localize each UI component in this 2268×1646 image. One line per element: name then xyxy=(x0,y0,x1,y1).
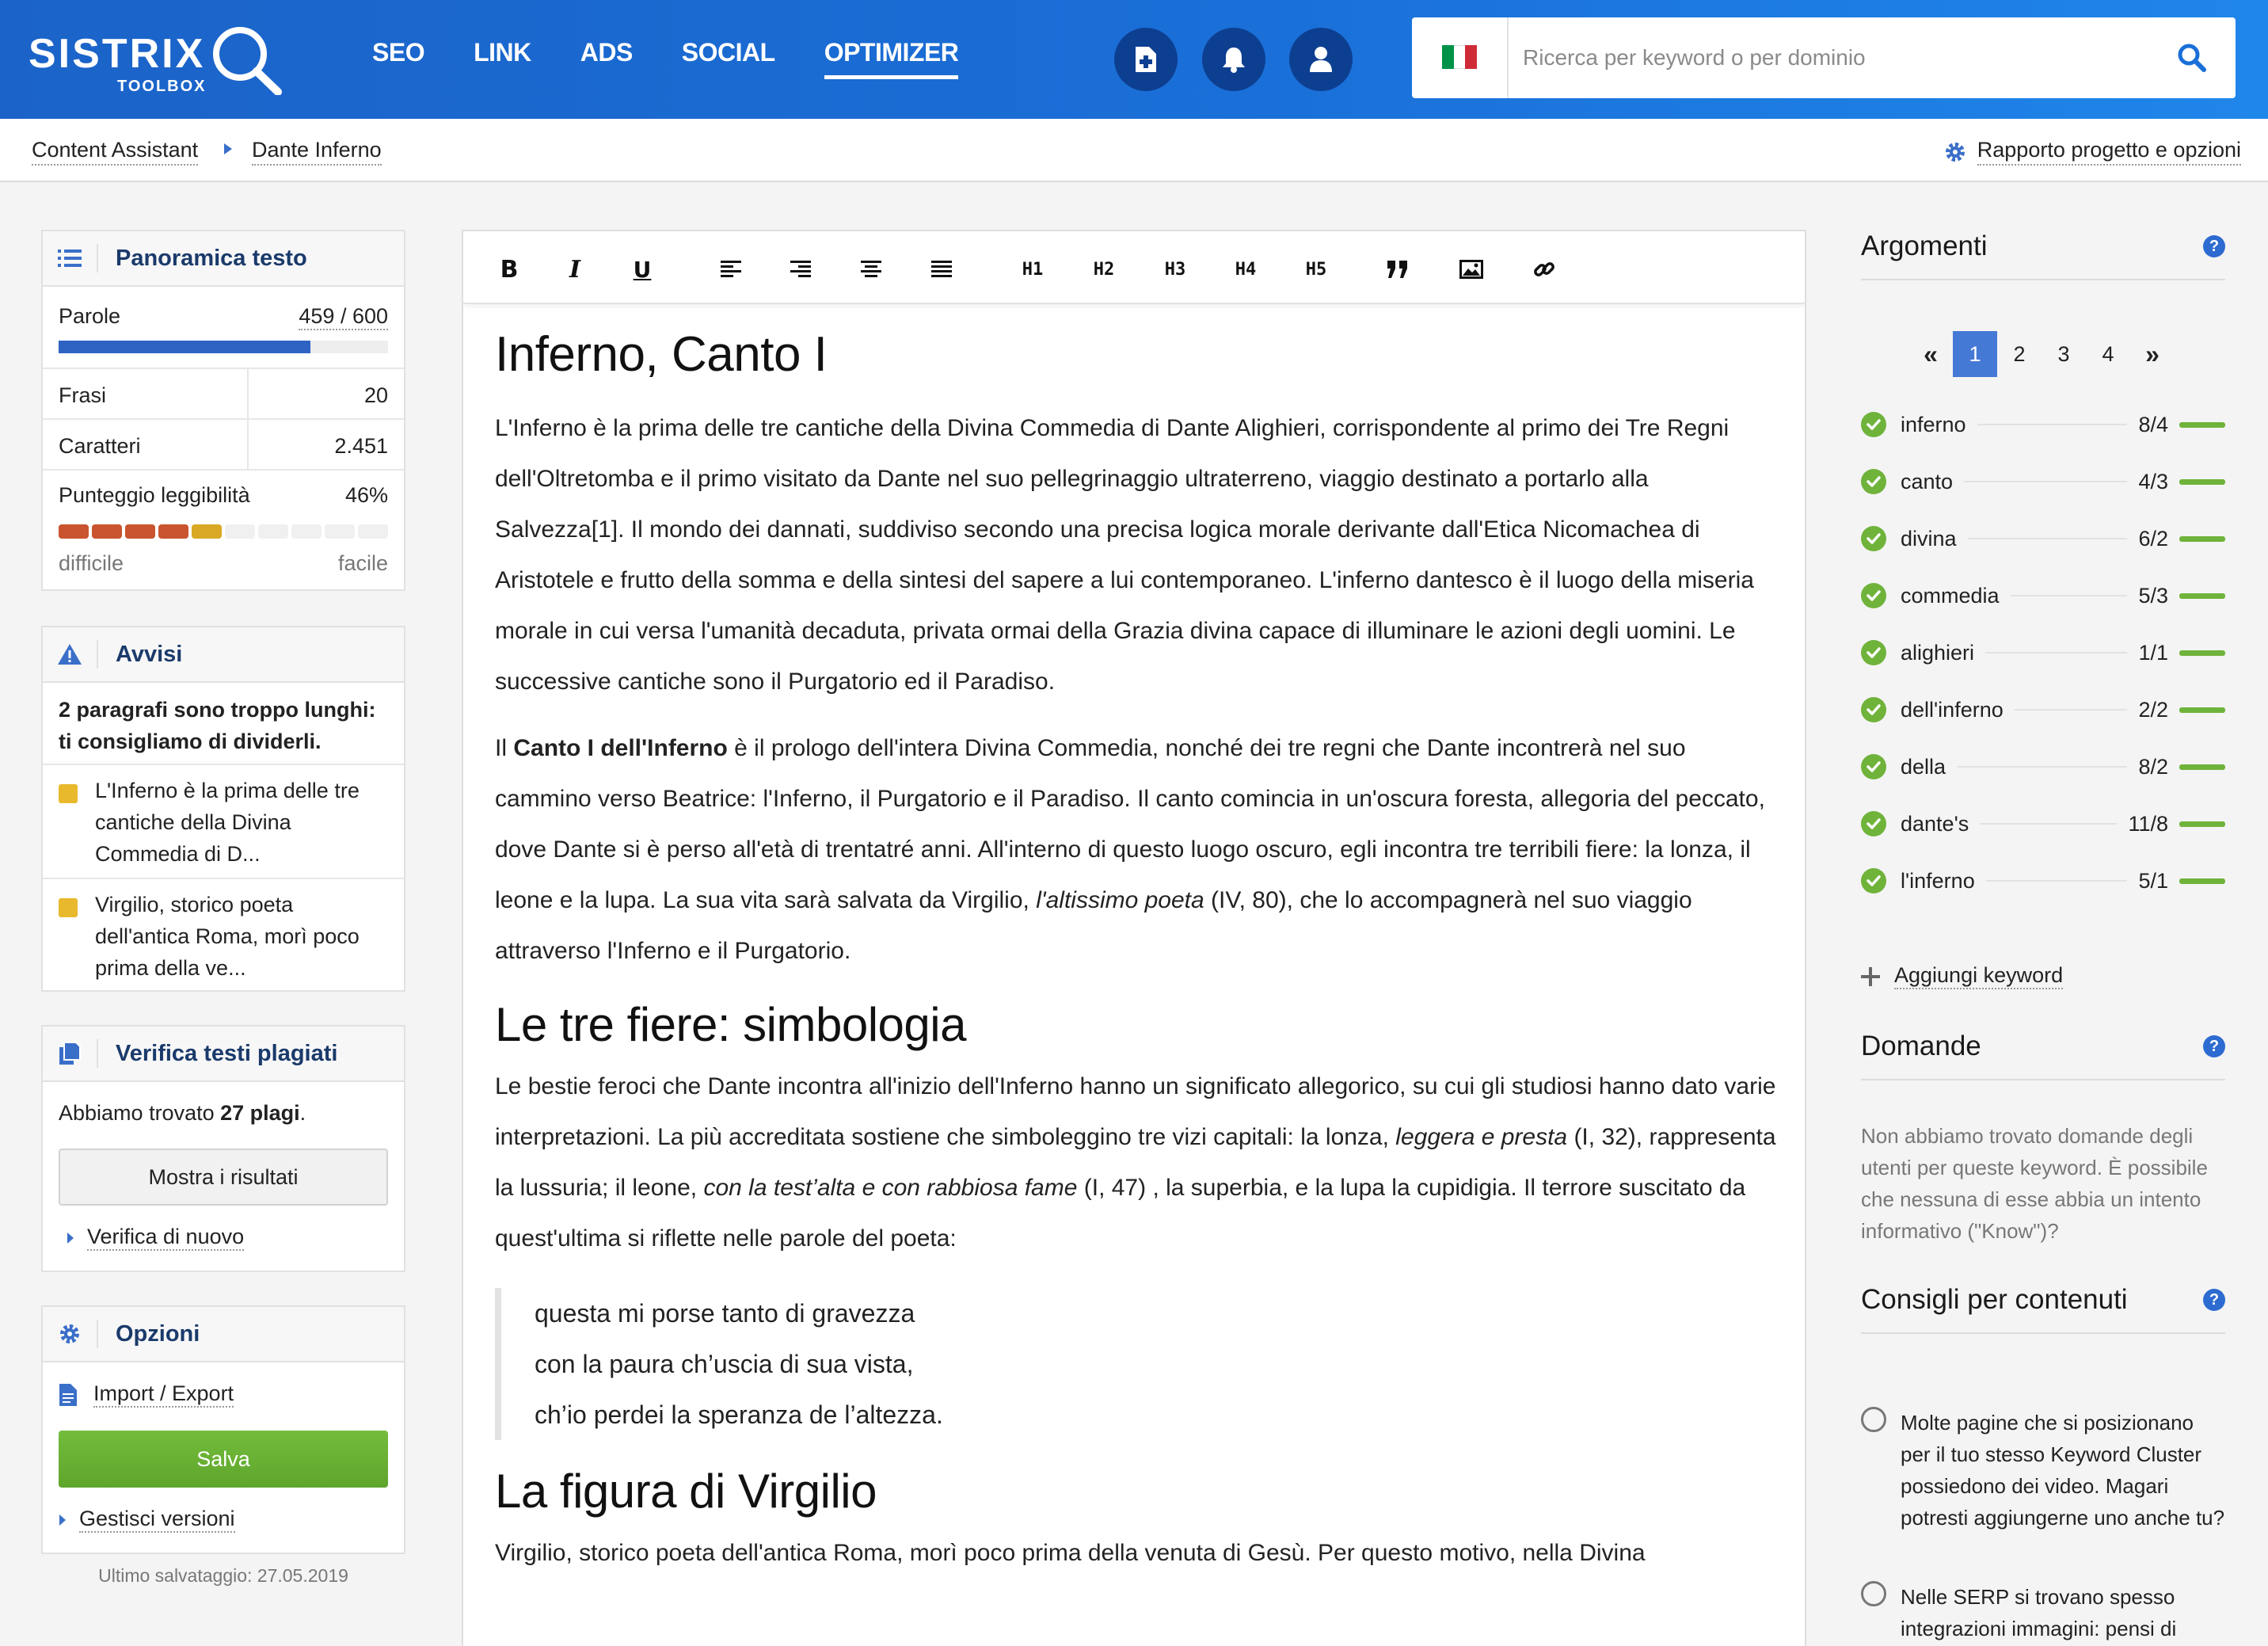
quote-icon xyxy=(1386,259,1410,280)
plagiarism-found-suffix: . xyxy=(299,1101,306,1125)
align-right-button[interactable] xyxy=(786,255,815,284)
questions-header xyxy=(1861,1014,2225,1080)
warning-item[interactable] xyxy=(43,765,404,879)
project-options-link[interactable] xyxy=(1944,138,2241,166)
warning-item[interactable] xyxy=(43,879,404,987)
tip-radio[interactable] xyxy=(1861,1407,1886,1432)
text-overview-card xyxy=(41,230,405,591)
heading-3-button[interactable]: H3 xyxy=(1164,259,1186,280)
section-heading: La figura di Virgilio xyxy=(495,1465,877,1518)
new-document-button[interactable] xyxy=(1114,28,1178,91)
paragraph xyxy=(495,723,1778,977)
bell-icon xyxy=(1222,46,1246,73)
heading-5-button[interactable]: H5 xyxy=(1305,259,1327,280)
italic-text: l'altissimo poeta xyxy=(1036,887,1204,913)
manage-versions-label: Gestisci versioni xyxy=(79,1507,235,1533)
check-circle-icon xyxy=(1861,811,1886,836)
plagiarism-card xyxy=(41,1025,405,1272)
readability-value: 46% xyxy=(344,483,388,507)
check-again-link[interactable] xyxy=(67,1225,244,1251)
keyword-leader-line xyxy=(1964,481,2127,482)
logo-subtitle: TOOLBOX xyxy=(117,78,207,95)
keyword-coverage-bar xyxy=(2179,479,2225,485)
nav-optimizer[interactable]: OPTIMIZER xyxy=(824,38,959,79)
country-flag-italy[interactable] xyxy=(1442,45,1477,69)
italic-text: con la test’alta e con rabbiosa fame xyxy=(703,1175,1078,1201)
add-keyword-label: Aggiungi keyword xyxy=(1894,963,2063,989)
nav-seo[interactable]: SEO xyxy=(372,38,425,67)
keyword-count: 5/1 xyxy=(2138,868,2168,893)
sistrix-logo[interactable] xyxy=(29,24,274,95)
insert-image-button[interactable] xyxy=(1456,255,1487,284)
section-heading: Le tre fiere: simbologia xyxy=(495,998,966,1051)
keyword-name: alighieri xyxy=(1901,640,1975,665)
align-left-icon xyxy=(721,260,741,279)
keyword-row[interactable] xyxy=(1861,694,2225,726)
readability-segment xyxy=(59,524,89,539)
list-icon xyxy=(43,244,98,272)
keyword-name: commedia xyxy=(1901,583,2000,608)
tip-text: Nelle SERP si trovano spesso integrazioni immagini: pensi di xyxy=(1901,1585,2177,1640)
topics-title: Argomenti xyxy=(1861,231,1988,261)
import-export-label: Import / Export xyxy=(93,1381,234,1408)
text-editor xyxy=(462,230,1806,1646)
plagiarism-header xyxy=(43,1027,404,1082)
keyword-row[interactable] xyxy=(1861,751,2225,783)
easy-label: facile xyxy=(337,551,388,575)
last-page-button[interactable] xyxy=(2130,331,2175,377)
warning-item-text: L'Inferno è la prima delle tre cantiche della Divina Commedia di D... xyxy=(95,779,360,866)
check-circle-icon xyxy=(1861,697,1886,722)
words-progress-track xyxy=(59,341,388,353)
align-center-button[interactable] xyxy=(857,255,885,284)
text-run: Il xyxy=(495,735,514,761)
right-sidebar xyxy=(1861,214,2225,1640)
text-run: (I, 47) , la superbia, e la lupa la cupidigia. Il terrore suscitato da quest'ultima si riflette nelle parole del poeta: xyxy=(495,1175,1746,1252)
keyword-coverage-bar xyxy=(2179,593,2225,599)
sentences-label: Frasi xyxy=(59,383,106,407)
sentences-row xyxy=(43,369,404,420)
questions-empty-text: Non abbiamo trovato domande degli utenti per queste keyword. È possibile che nessuna di esse abbia un intento informativo ("Know")? xyxy=(1861,1124,2208,1243)
keyword-name: inferno xyxy=(1901,412,1966,436)
page-4-button[interactable]: 4 xyxy=(2102,341,2114,366)
characters-row xyxy=(43,420,404,471)
warning-marker xyxy=(59,784,78,803)
plagiarism-result xyxy=(59,1101,306,1126)
check-circle-icon xyxy=(1861,754,1886,779)
keyword-row[interactable] xyxy=(1861,580,2225,612)
justify-icon xyxy=(931,260,952,279)
readability-segment xyxy=(192,524,222,539)
keyword-name: dante's xyxy=(1901,811,1969,836)
article-title: Inferno, Canto I xyxy=(495,327,828,382)
keyword-count: 8/4 xyxy=(2138,412,2168,436)
keyword-leader-line xyxy=(1968,538,2128,539)
text-run: Le bestie feroci che Dante incontra all'inizio dell'Inferno hanno un significato allegorico, su cui gli studiosi hanno dato varie interpretazioni. La più accreditata sostiene che simboleggino tre vizi capitali: la lonza, xyxy=(495,1073,1776,1150)
cell-divider xyxy=(247,420,249,469)
page-2-button[interactable]: 2 xyxy=(2013,341,2026,366)
text-overview-header xyxy=(43,231,404,287)
help-icon[interactable]: ? xyxy=(2203,1035,2225,1057)
bold-icon: B xyxy=(500,255,519,284)
readability-segment xyxy=(291,524,322,539)
questions-title: Domande xyxy=(1861,1031,1981,1061)
search-box xyxy=(1412,17,2236,98)
warning-icon xyxy=(43,640,98,669)
options-card xyxy=(41,1305,405,1554)
options-title: Opzioni xyxy=(116,1320,200,1347)
keyword-row[interactable] xyxy=(1861,808,2225,840)
keyword-leader-line xyxy=(1977,424,2128,425)
magnifier-logo-icon xyxy=(207,24,294,95)
double-chevron-right-icon: » xyxy=(2145,339,2160,368)
text-run: è il prologo dell'intera Divina Commedia, nonché dei tre regni che Dante incontrerà nel suo cammino verso Beatrice: l'Inferno, il Purgatorio e il Paradiso. Il canto comincia in un'oscura foresta, allegoria del peccato, dove Dante si è perso all'età di trentatré anni. All'interno di questo luogo oscuro, egli incontra tre terribili fiere: la lonza, il leone e la lupa. La sua vita sarà salvata da Virgilio, xyxy=(495,735,1765,913)
plagiarism-title: Verifica testi plagiati xyxy=(116,1040,338,1066)
breadcrumb xyxy=(0,119,2268,182)
align-right-icon xyxy=(790,260,811,279)
keyword-count: 8/2 xyxy=(2138,754,2168,779)
first-page-button[interactable] xyxy=(1908,331,1953,377)
keyword-count: 11/8 xyxy=(2128,811,2168,836)
keyword-name: l'inferno xyxy=(1901,868,1975,893)
check-again-label: Verifica di nuovo xyxy=(87,1225,244,1251)
keyword-leader-line xyxy=(1985,652,2127,653)
tip-item[interactable] xyxy=(1861,1581,2225,1644)
tips-header xyxy=(1861,1267,2225,1334)
editor-content[interactable] xyxy=(495,326,1778,1595)
keyword-name: divina xyxy=(1901,526,1957,551)
options-header xyxy=(43,1307,404,1362)
logo-text: SISTRIX xyxy=(29,31,206,77)
search-divider xyxy=(1507,17,1509,98)
warnings-header xyxy=(43,627,404,683)
readability-segment xyxy=(325,524,355,539)
paragraph: L'Inferno è la prima delle tre cantiche della Divina Commedia di Dante Alighieri, corrispondente al primo dei Tre Regni dell'Oltretomba e il primo visitato da Dante nel suo pellegrinaggio ultraterreno, viaggio destinato a portarlo alla Salvezza[1]. Il mondo dei dannati, suddiviso secondo una precisa logica morale derivante dall'Etica Nicomachea di Aristotele e frutto della somma e della sintesi del sapere a lui contemporaneo. L'inferno dantesco è il luogo della miseria morale in cui versa l'umanità decaduta, privata ormai della Grazia divina capace di illuminare le azioni degli uomini. Le successive cantiche sono il Purgatorio ed il Paradiso. xyxy=(495,415,1754,695)
check-circle-icon xyxy=(1861,469,1886,494)
nav-link[interactable]: LINK xyxy=(474,38,531,67)
keyword-count: 4/3 xyxy=(2138,469,2168,493)
keyword-row[interactable] xyxy=(1861,523,2225,554)
warning-item-text: Virgilio, storico poeta dell'antica Roma, morì poco prima della ve... xyxy=(95,893,360,980)
quote-line: ch’io perdei la speranza de l’altezza. xyxy=(535,1400,943,1429)
add-document-icon xyxy=(1134,45,1158,74)
italic-button[interactable] xyxy=(561,255,589,284)
words-row xyxy=(43,287,404,369)
keyword-leader-line xyxy=(2015,709,2128,711)
check-circle-icon xyxy=(1861,526,1886,551)
editor-toolbar xyxy=(463,231,1806,304)
keyword-leader-line xyxy=(1986,880,2128,882)
keyword-coverage-bar xyxy=(2179,707,2225,713)
keyword-coverage-bar xyxy=(2179,764,2225,770)
underline-button[interactable] xyxy=(628,255,656,284)
words-value[interactable]: 459 / 600 xyxy=(299,304,388,330)
cell-divider xyxy=(247,369,249,418)
quote-line: questa mi porse tanto di gravezza xyxy=(535,1299,915,1328)
words-progress-fill xyxy=(59,341,310,353)
keyword-name: della xyxy=(1901,754,1946,779)
add-keyword-link[interactable] xyxy=(1861,963,2063,989)
tip-item[interactable] xyxy=(1861,1407,2225,1534)
manage-versions-link[interactable] xyxy=(59,1507,235,1533)
keyword-count: 1/1 xyxy=(2138,640,2168,665)
heading-4-button[interactable]: H4 xyxy=(1235,259,1257,280)
show-results-button[interactable]: Mostra i risultati xyxy=(59,1149,388,1206)
page-3-button[interactable]: 3 xyxy=(2057,341,2070,366)
keyword-coverage-bar xyxy=(2179,650,2225,656)
breadcrumb-content-assistant[interactable]: Content Assistant xyxy=(32,138,198,166)
search-icon[interactable] xyxy=(2177,43,2207,73)
account-button[interactable] xyxy=(1289,28,1353,91)
bold-button[interactable] xyxy=(495,255,523,284)
keyword-leader-line xyxy=(1957,766,2127,768)
italic-text: leggera e presta xyxy=(1395,1124,1568,1150)
page-1-button[interactable]: 1 xyxy=(1953,331,1997,377)
import-export-link[interactable] xyxy=(59,1381,234,1408)
double-chevron-left-icon: « xyxy=(1924,339,1938,368)
readability-label: Punteggio leggibilità xyxy=(59,483,250,507)
keyword-count: 2/2 xyxy=(2138,697,2168,722)
top-header xyxy=(0,0,2268,119)
nav-ads[interactable]: ADS xyxy=(580,38,633,67)
keyword-count: 5/3 xyxy=(2138,583,2168,608)
check-circle-icon xyxy=(1861,583,1886,608)
readability-segment xyxy=(358,524,388,539)
link-icon xyxy=(1532,257,1556,281)
readability-segment xyxy=(258,524,288,539)
blockquote xyxy=(495,1288,1778,1440)
text-overview-title: Panoramica testo xyxy=(116,245,307,271)
text-run: (IV, 80), che lo accompagnerà nel suo viaggio attraverso l'Inferno e il Purgatorio. xyxy=(495,887,1692,964)
keyword-coverage-bar xyxy=(2179,821,2225,827)
paragraph: Virgilio, storico poeta dell'antica Roma, morì poco prima della venuta di Gesù. Per questo motivo, nella Divina xyxy=(495,1540,1646,1566)
topics-pagination xyxy=(1908,331,2175,377)
topics-header xyxy=(1861,214,2225,280)
characters-value: 2.451 xyxy=(334,434,388,458)
last-saved-text: Ultimo salvataggio: 27.05.2019 xyxy=(98,1565,348,1586)
chevron-right-icon xyxy=(59,1514,67,1526)
readability-segment xyxy=(92,524,122,539)
keyword-leader-line xyxy=(1980,823,2117,825)
warning-marker xyxy=(59,898,78,917)
plagiarism-found-prefix: Abbiamo trovato xyxy=(59,1101,221,1125)
tip-text: Molte pagine che si posizionano per il tuo stesso Keyword Cluster possiedono dei video. Magari potresti aggiungerne uno anche tu? xyxy=(1901,1411,2225,1530)
keyword-count: 6/2 xyxy=(2138,526,2168,551)
plagiarism-count: 27 plagi xyxy=(220,1101,300,1125)
keyword-row[interactable] xyxy=(1861,409,2225,440)
image-icon xyxy=(1459,260,1483,279)
chevron-right-icon xyxy=(223,143,233,155)
save-button[interactable]: Salva xyxy=(59,1431,388,1488)
difficult-label: difficile xyxy=(59,551,124,575)
readability-row xyxy=(43,471,404,589)
blockquote-button[interactable] xyxy=(1382,255,1414,284)
keyword-name: dell'inferno xyxy=(1901,697,2004,722)
readability-scale xyxy=(59,524,388,539)
insert-link-button[interactable] xyxy=(1528,255,1560,284)
tip-radio[interactable] xyxy=(1861,1581,1886,1606)
chevron-right-icon xyxy=(67,1232,74,1244)
check-circle-icon xyxy=(1861,412,1886,437)
keyword-coverage-bar xyxy=(2179,878,2225,884)
warnings-card xyxy=(41,626,405,992)
copy-document-icon xyxy=(43,1039,98,1068)
readability-segment xyxy=(158,524,188,539)
keyword-row[interactable] xyxy=(1861,466,2225,497)
project-options-label: Rapporto progetto e opzioni xyxy=(1977,138,2241,166)
check-circle-icon xyxy=(1861,640,1886,665)
keyword-coverage-bar xyxy=(2179,536,2225,542)
heading-1-button[interactable]: H1 xyxy=(1022,259,1044,280)
readability-segment xyxy=(125,524,155,539)
keyword-row[interactable] xyxy=(1861,637,2225,669)
keyword-coverage-bar xyxy=(2179,422,2225,428)
nav-social[interactable]: SOCIAL xyxy=(681,38,775,67)
breadcrumb-dante-inferno[interactable]: Dante Inferno xyxy=(252,138,382,166)
document-icon xyxy=(59,1383,78,1407)
align-center-icon xyxy=(861,260,881,279)
help-icon[interactable]: ? xyxy=(2203,1289,2225,1311)
gear-icon xyxy=(43,1320,98,1348)
check-circle-icon xyxy=(1861,868,1886,893)
warnings-title: Avvisi xyxy=(116,641,183,667)
warnings-summary: 2 paragrafi sono troppo lunghi: ti consigliamo di dividerli. xyxy=(43,683,404,765)
characters-label: Caratteri xyxy=(59,434,141,458)
search-input[interactable] xyxy=(1523,33,2156,82)
help-icon[interactable]: ? xyxy=(2203,235,2225,257)
gear-icon xyxy=(1944,141,1966,163)
main-nav xyxy=(372,38,1007,79)
notifications-button[interactable] xyxy=(1202,28,1265,91)
keyword-row[interactable] xyxy=(1861,865,2225,897)
justify-button[interactable] xyxy=(927,255,956,284)
bold-text: Canto I dell'Inferno xyxy=(513,735,728,761)
keyword-name: canto xyxy=(1901,469,1954,493)
text-run: (I, 32), rappresenta la lussuria; il leone, xyxy=(495,1124,1776,1201)
quote-line: con la paura ch’uscia di sua vista, xyxy=(535,1350,914,1378)
words-label: Parole xyxy=(59,304,121,328)
underline-icon: U xyxy=(633,256,652,283)
tips-title: Consigli per contenuti xyxy=(1861,1284,2128,1315)
plus-icon xyxy=(1861,967,1880,986)
readability-segment xyxy=(225,524,255,539)
sentences-value: 20 xyxy=(363,383,388,407)
align-left-button[interactable] xyxy=(717,255,745,284)
keyword-leader-line xyxy=(2011,595,2128,596)
user-icon xyxy=(1309,46,1333,73)
italic-icon: I xyxy=(569,255,581,284)
paragraph xyxy=(495,1061,1778,1264)
heading-2-button[interactable]: H2 xyxy=(1093,259,1115,280)
